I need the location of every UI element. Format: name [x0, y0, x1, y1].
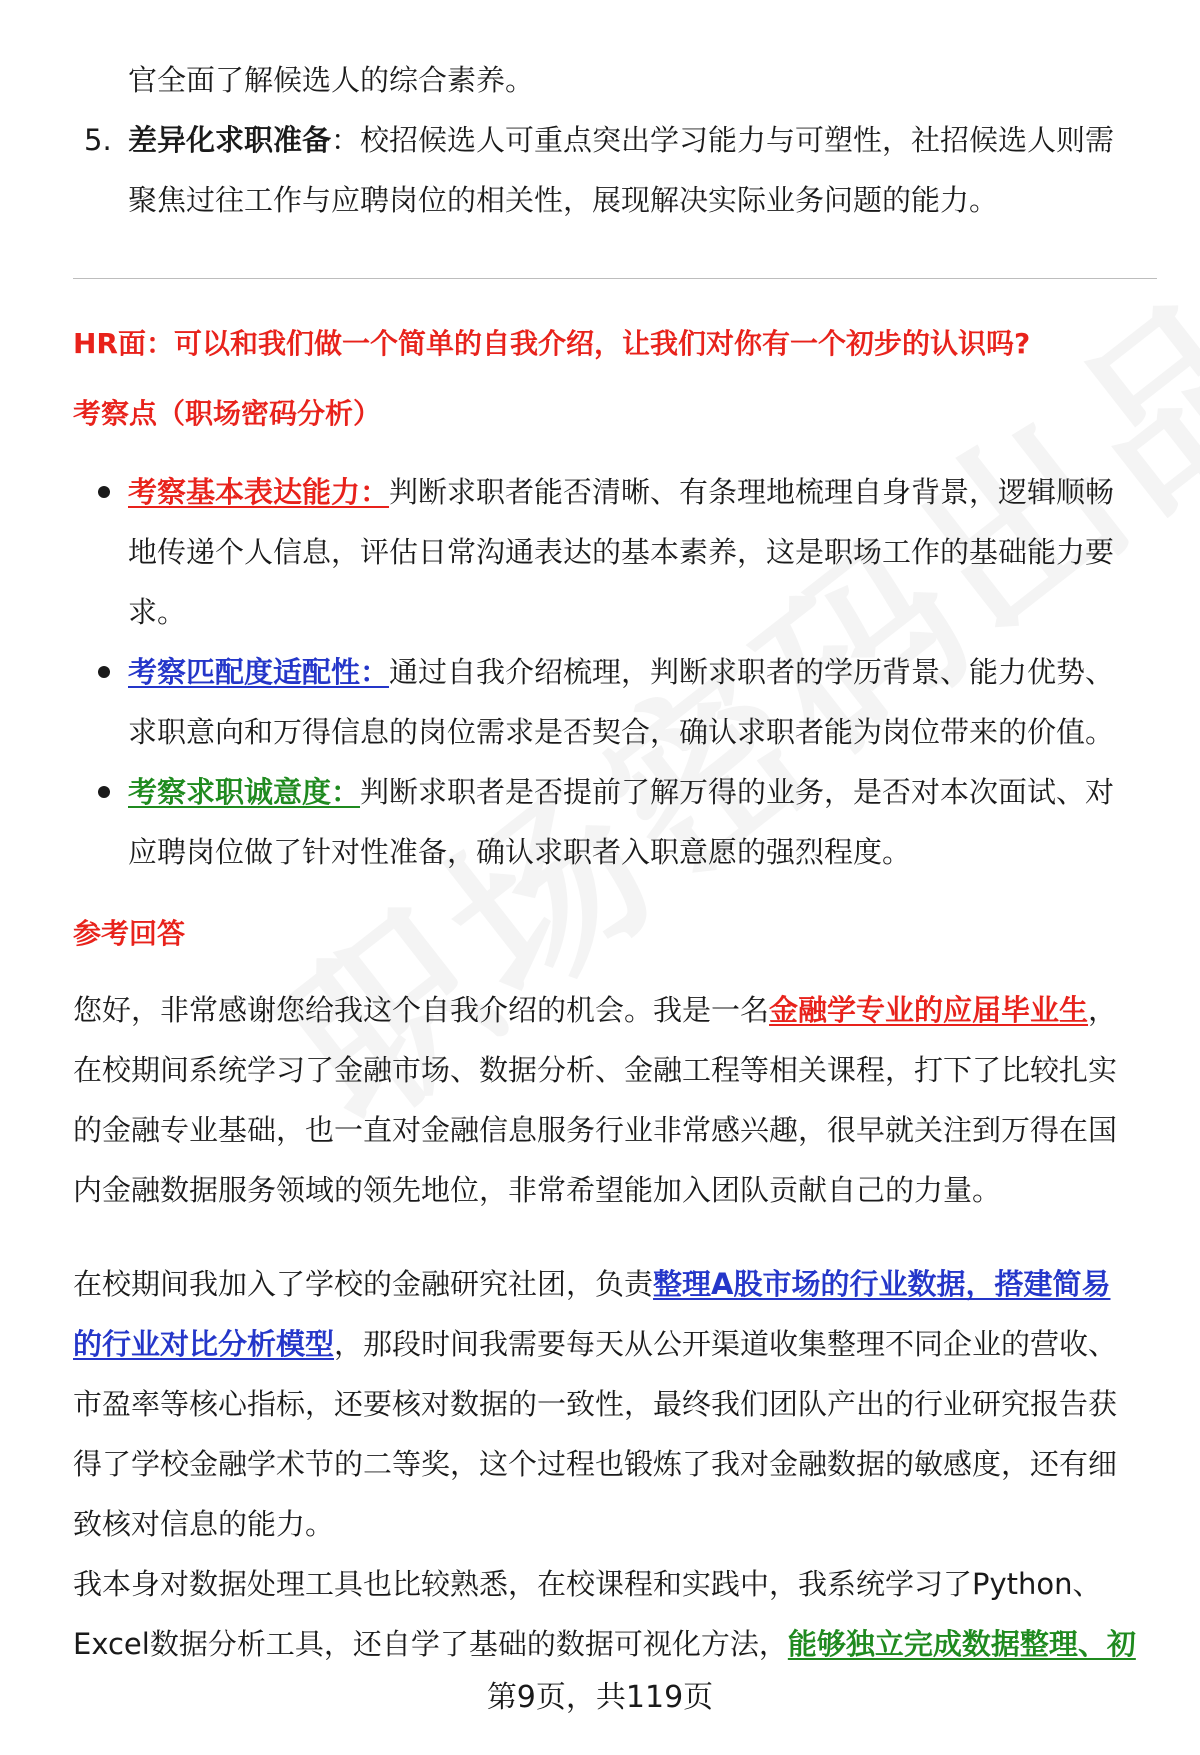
answer-text: 得了学校金融学术节的二等奖，这个过程也锻炼了我对金融数据的敏感度，还有细	[73, 1447, 1118, 1481]
answer-paragraph-1	[0, 980, 1200, 1220]
answer-text: ，	[1088, 993, 1118, 1027]
list-item-5	[0, 110, 1200, 170]
list-item	[0, 762, 1200, 882]
point-text: 通过自我介绍梳理，判断求职者的学历背景、能力优势、	[389, 655, 1115, 689]
bullet-icon	[98, 666, 110, 678]
point-text: 求。	[128, 595, 187, 629]
item5-text-cont: 聚焦过往工作与应聘岗位的相关性，展现解决实际业务问题的能力。	[128, 183, 999, 217]
answer-heading: 参考回答	[73, 917, 186, 950]
bullet-icon	[98, 786, 110, 798]
point-text: 地传递个人信息，评估日常沟通表达的基本素养，这是职场工作的基础能力要	[128, 535, 1115, 569]
list-item	[0, 462, 1200, 642]
answer-text: 在校期间系统学习了金融市场、数据分析、金融工程等相关课程，打下了比较扎实	[73, 1053, 1118, 1087]
answer-text: 您好，非常感谢您给我这个自我介绍的机会。我是一名	[73, 993, 770, 1027]
points-list	[0, 462, 1200, 882]
points-heading: 考察点（职场密码分析）	[73, 397, 382, 430]
answer-highlight: 能够独立完成数据整理、初	[787, 1627, 1136, 1661]
answer-text: 在校期间我加入了学校的金融研究社团，负责	[73, 1267, 654, 1301]
top-section	[0, 50, 1200, 230]
point-text: 判断求职者是否提前了解万得的业务，是否对本次面试、对	[360, 775, 1115, 809]
point-title: 考察求职诚意度：	[128, 775, 361, 809]
answer-highlight: 的行业对比分析模型	[73, 1327, 335, 1361]
answer-paragraph-2	[0, 1254, 1200, 1674]
list-number: 5.	[84, 123, 112, 157]
answer-text: 的金融专业基础，也一直对金融信息服务行业非常感兴趣，很早就关注到万得在国	[73, 1113, 1118, 1147]
answer-text: 致核对信息的能力。	[73, 1507, 335, 1541]
point-title: 考察匹配度适配性：	[128, 655, 390, 689]
answer-text: 市盈率等核心指标，还要核对数据的一致性，最终我们团队产出的行业研究报告获	[73, 1387, 1118, 1421]
item5-title: 差异化求职准备	[128, 123, 332, 157]
question-heading: HR面：可以和我们做一个简单的自我介绍，让我们对你有一个初步的认识吗?	[73, 327, 1031, 360]
answer-highlight: 金融学专业的应届毕业生	[769, 993, 1089, 1027]
answer-text: Excel数据分析工具，还自学了基础的数据可视化方法，	[73, 1627, 788, 1661]
item5-text: ：校招候选人可重点突出学习能力与可塑性，社招候选人则需	[331, 123, 1115, 157]
bullet-icon	[98, 486, 110, 498]
point-text: 判断求职者能否清晰、有条理地梳理自身背景，逻辑顺畅	[389, 475, 1115, 509]
answer-highlight: 整理A股市场的行业数据，搭建简易	[653, 1267, 1111, 1301]
answer-text: 内金融数据服务领域的领先地位，非常希望能加入团队贡献自己的力量。	[73, 1173, 1002, 1207]
divider	[73, 278, 1157, 279]
point-text: 求职意向和万得信息的岗位需求是否契合，确认求职者能为岗位带来的价值。	[128, 715, 1115, 749]
point-title: 考察基本表达能力：	[128, 475, 390, 509]
answer-text: 我本身对数据处理工具也比较熟悉，在校课程和实践中，我系统学习了Python、	[73, 1567, 1102, 1601]
continued-line: 官全面了解候选人的综合素养。	[128, 63, 535, 97]
answer-text: ，那段时间我需要每天从公开渠道收集整理不同企业的营收、	[334, 1327, 1118, 1361]
list-item	[0, 642, 1200, 762]
page-footer: 第9页，共119页	[486, 1680, 714, 1715]
point-text: 应聘岗位做了针对性准备，确认求职者入职意愿的强烈程度。	[128, 835, 912, 869]
